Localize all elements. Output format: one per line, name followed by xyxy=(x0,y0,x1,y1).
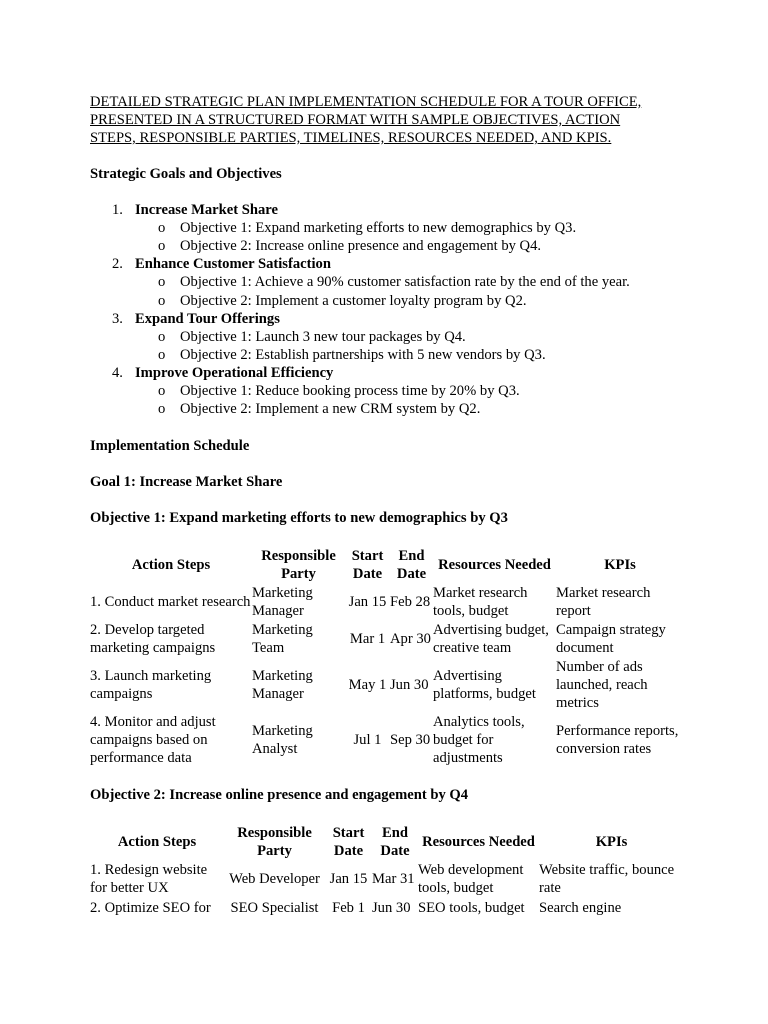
objective-text: Objective 2: Increase online presence and engagement by Q4. xyxy=(180,238,542,255)
objective-item xyxy=(90,292,690,310)
objective-item xyxy=(90,400,690,418)
objective-text: Objective 1: Expand marketing efforts to new demographics by Q3. xyxy=(180,220,577,236)
objective-item xyxy=(90,237,690,255)
goal-item xyxy=(90,255,690,309)
bullet-icon: o xyxy=(158,347,166,364)
goal-title: Improve Operational Efficiency xyxy=(135,365,334,382)
goal1-heading: Goal 1: Increase Market Share xyxy=(90,473,283,490)
title-line: PRESENTED IN A STRUCTURED FORMAT WITH SAMPLE OBJECTIVES, ACTION xyxy=(90,112,621,128)
objective-item xyxy=(90,219,690,237)
cell-start-date: May 1 xyxy=(348,677,387,694)
title-line: STEPS, RESPONSIBLE PARTIES, TIMELINES, RESOURCES NEEDED, AND KPIS. xyxy=(90,130,612,146)
cell-start-date: Mar 1 xyxy=(349,631,386,648)
cell-action-step: 1. Redesign website for better UX xyxy=(90,862,208,897)
cell-resources: SEO tools, budget xyxy=(418,899,525,916)
table-row xyxy=(90,621,684,658)
bullet-icon: o xyxy=(158,401,166,418)
cell-end-date: Feb 28 xyxy=(390,594,431,611)
cell-kpis: Performance reports, conversion rates xyxy=(556,723,679,758)
implementation-heading: Implementation Schedule xyxy=(90,437,250,454)
objective-item xyxy=(90,328,690,346)
goal-title: Enhance Customer Satisfaction xyxy=(135,256,331,273)
cell-responsible-party: Marketing Analyst xyxy=(252,723,313,758)
header-end-date: End Date xyxy=(380,824,410,859)
header-end-date: End Date xyxy=(396,547,427,582)
objective-list xyxy=(90,219,690,255)
objective-text: Objective 2: Implement a new CRM system by Q2. xyxy=(180,401,481,418)
goal-item xyxy=(90,364,690,418)
header-responsible-party: Responsible Party xyxy=(237,824,312,859)
cell-kpis: Search engine xyxy=(539,899,622,916)
objective-item xyxy=(90,273,690,291)
goal-title: Expand Tour Offerings xyxy=(135,310,280,327)
header-responsible-party: Responsible Party xyxy=(261,547,336,582)
goal-number: 2. xyxy=(112,256,123,273)
cell-responsible-party: SEO Specialist xyxy=(230,899,319,916)
bullet-icon: o xyxy=(158,292,166,309)
header-resources-needed: Resources Needed xyxy=(422,833,535,850)
header-resources-needed: Resources Needed xyxy=(438,556,551,573)
header-kpis: KPIs xyxy=(604,556,636,573)
cell-end-date: Jun 30 xyxy=(390,677,429,694)
cell-end-date: Jun 30 xyxy=(372,899,411,916)
cell-responsible-party: Marketing Team xyxy=(252,622,313,657)
table-row xyxy=(90,898,684,918)
table-row xyxy=(90,658,684,713)
objective1-heading: Objective 1: Expand marketing efforts to new demographics by Q3 xyxy=(90,509,508,526)
table-header-row xyxy=(90,823,684,861)
cell-end-date: Apr 30 xyxy=(390,631,431,648)
cell-end-date: Sep 30 xyxy=(390,732,431,749)
cell-resources: Advertising platforms, budget xyxy=(433,668,536,703)
objective-text: Objective 2: Establish partnerships with 5 new vendors by Q3. xyxy=(180,347,546,364)
header-action-steps: Action Steps xyxy=(117,833,197,850)
header-kpis: KPIs xyxy=(595,833,628,850)
goal-title: Increase Market Share xyxy=(135,202,278,218)
cell-resources: Analytics tools, budget for adjustments xyxy=(433,714,525,767)
goal-number: 3. xyxy=(112,310,123,327)
cell-action-step: 2. Optimize SEO for xyxy=(90,899,211,916)
table-row xyxy=(90,861,684,898)
objective-item xyxy=(90,382,690,400)
objective-list xyxy=(90,273,690,309)
objective-list xyxy=(90,382,690,418)
cell-kpis: Campaign strategy document xyxy=(556,622,666,657)
goal-number: 4. xyxy=(112,365,123,382)
objective2-heading: Objective 2: Increase online presence and engagement by Q4 xyxy=(90,786,469,803)
goal-number: 1. xyxy=(112,202,123,218)
cell-start-date: Jan 15 xyxy=(348,594,387,611)
title-line: DETAILED STRATEGIC PLAN IMPLEMENTATION SCHEDULE FOR A TOUR OFFICE, xyxy=(90,94,642,110)
table-row xyxy=(90,584,684,621)
cell-resources: Market research tools, budget xyxy=(433,585,528,620)
objective-list xyxy=(90,328,690,364)
cell-action-step: 1. Conduct market research xyxy=(90,594,251,611)
goal-item xyxy=(90,310,690,364)
cell-end-date: Mar 31 xyxy=(372,871,415,888)
header-start-date: Start Date xyxy=(351,547,384,582)
cell-responsible-party: Marketing Manager xyxy=(252,668,313,703)
objective-text: Objective 1: Reduce booking process time by 20% by Q3. xyxy=(180,383,520,400)
table-header-row xyxy=(90,546,684,584)
cell-responsible-party: Web Developer xyxy=(229,871,320,888)
cell-responsible-party: Marketing Manager xyxy=(252,585,313,620)
header-start-date: Start Date xyxy=(332,824,365,859)
cell-action-step: 3. Launch marketing campaigns xyxy=(90,668,212,703)
bullet-icon: o xyxy=(158,238,166,255)
cell-start-date: Jul 1 xyxy=(353,732,382,749)
document-title xyxy=(90,93,690,147)
schedule-table-objective2 xyxy=(90,823,684,918)
cell-resources: Web development tools, budget xyxy=(418,862,524,897)
objective-text: Objective 2: Implement a customer loyalty program by Q2. xyxy=(180,292,527,309)
objective-text: Objective 1: Launch 3 new tour packages by Q4. xyxy=(180,328,466,345)
table-row xyxy=(90,713,684,768)
cell-action-step: 2. Develop targeted marketing campaigns xyxy=(90,622,216,657)
cell-start-date: Jan 15 xyxy=(329,871,368,888)
cell-kpis: Number of ads launched, reach metrics xyxy=(556,659,648,712)
document-page xyxy=(90,93,690,918)
cell-kpis: Website traffic, bounce rate xyxy=(539,862,675,897)
cell-action-step: 4. Monitor and adjust campaigns based on performance data xyxy=(90,714,216,767)
cell-start-date: Feb 1 xyxy=(332,899,365,916)
objective-item xyxy=(90,346,690,364)
goal-item xyxy=(90,201,690,255)
objective-text: Objective 1: Achieve a 90% customer satisfaction rate by the end of the year. xyxy=(180,274,630,291)
schedule-table-objective1 xyxy=(90,546,684,768)
header-action-steps: Action Steps xyxy=(131,556,211,573)
bullet-icon: o xyxy=(158,383,166,400)
bullet-icon: o xyxy=(158,328,166,345)
cell-kpis: Market research report xyxy=(556,585,651,620)
cell-resources: Advertising budget, creative team xyxy=(433,622,549,657)
bullet-icon: o xyxy=(158,274,166,291)
goals-list xyxy=(90,201,690,419)
strategic-goals-heading: Strategic Goals and Objectives xyxy=(90,166,282,182)
bullet-icon: o xyxy=(158,220,166,236)
